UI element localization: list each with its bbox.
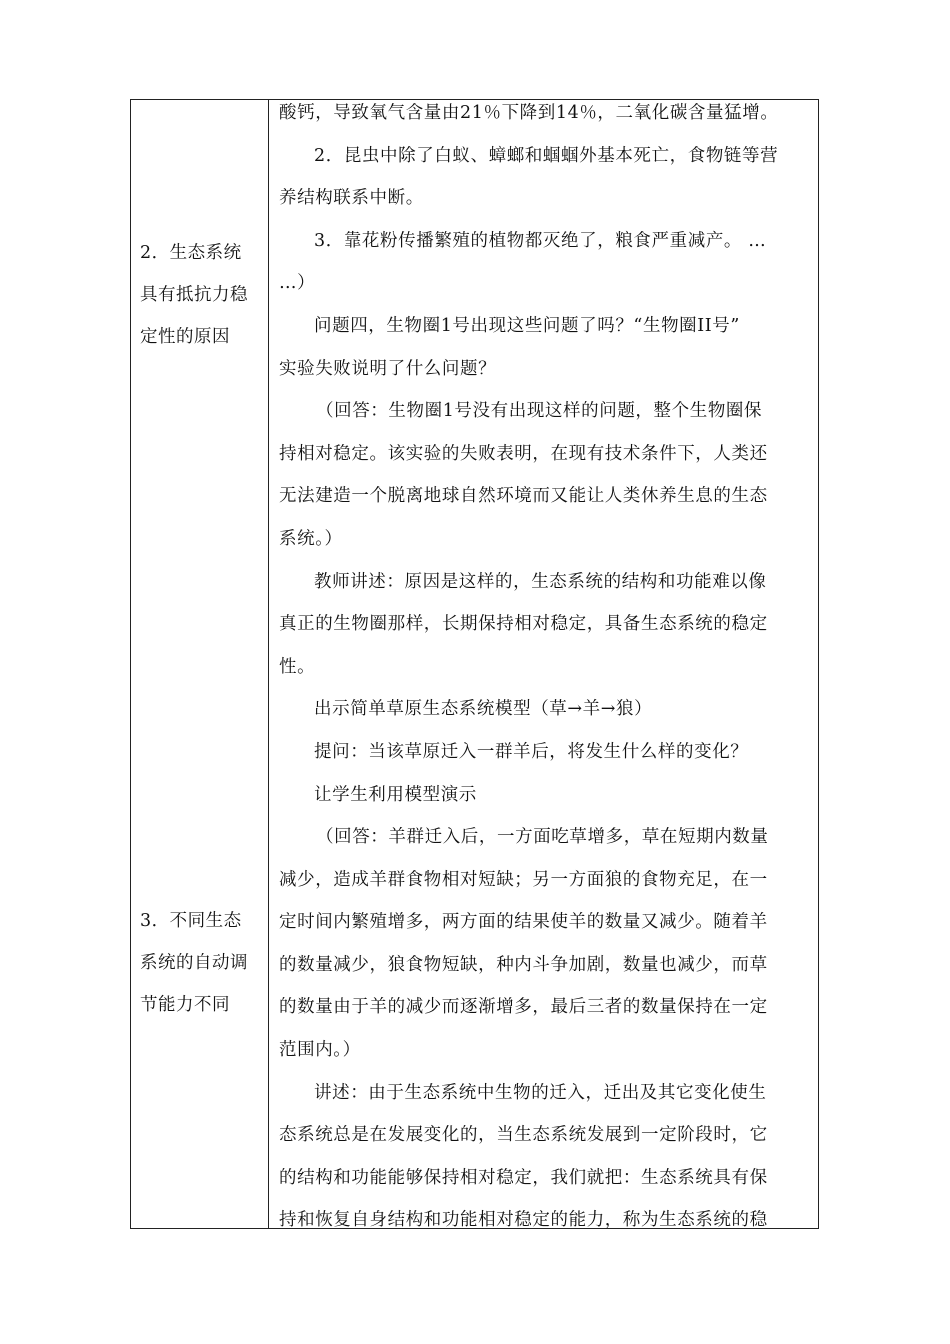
section-3-line: 3．不同生态 [140, 911, 242, 931]
text-line: 让学生利用模型演示 [314, 784, 477, 805]
text-line: …） [279, 273, 316, 294]
right-column [269, 100, 820, 1231]
section-3-heading [140, 900, 262, 1026]
text-line: 范围内。） [279, 1040, 361, 1061]
section-3-line: 节能力不同 [140, 995, 230, 1015]
section-2-heading [140, 232, 262, 358]
lesson-table [130, 99, 819, 1229]
body-text [279, 92, 817, 1242]
text-line: 系统。） [279, 528, 343, 549]
text-line: 减少，造成羊群食物相对短缺；另一方面狼的食物充足，在一 [279, 869, 768, 890]
text-line: （回答：生物圈1号没有出现这样的问题，整个生物圈保 [316, 401, 763, 422]
text-line: 的数量减少，狼食物短缺，种内斗争加剧，数量也减少，而草 [279, 954, 768, 975]
section-2-line: 定性的原因 [140, 327, 230, 347]
text-line: 提问：当该草原迁入一群羊后，将发生什么样的变化？ [314, 741, 749, 762]
text-line: 定时间内繁殖增多，两方面的结果使羊的数量又减少。随着羊 [279, 912, 768, 933]
text-line: 持相对稳定。该实验的失败表明，在现有技术条件下，人类还 [279, 443, 768, 464]
text-line: 教师讲述：原因是这样的，生态系统的结构和功能难以像 [314, 571, 767, 592]
text-line: 性。 [279, 656, 316, 677]
text-line: 2．昆虫中除了白蚁、蟑螂和蝈蝈外基本死亡，食物链等营 [314, 145, 779, 166]
text-line: 问题四，生物圈1号出现这些问题了吗？“生物圈II号” [314, 315, 740, 336]
text-line: 出示简单草原生态系统模型（草→羊→狼） [314, 699, 653, 720]
section-2-line: 2．生态系统 [140, 243, 242, 263]
text-line: 的结构和功能能够保持相对稳定，我们就把：生态系统具有保 [279, 1167, 768, 1188]
text-line: 真正的生物圈那样，长期保持相对稳定，具备生态系统的稳定 [279, 614, 768, 635]
text-line: 实验失败说明了什么问题？ [279, 358, 497, 379]
text-line: 3．靠花粉传播繁殖的植物都灭绝了，粮食严重减产。 … [314, 230, 767, 251]
text-line: 养结构联系中断。 [279, 188, 424, 209]
section-3-line: 系统的自动调 [140, 953, 248, 973]
text-line: （回答：羊群迁入后，一方面吃草增多，草在短期内数量 [316, 827, 769, 848]
text-line: 的数量由于羊的减少而逐渐增多，最后三者的数量保持在一定 [279, 997, 768, 1018]
text-line: 态系统总是在发展变化的，当生态系统发展到一定阶段时，它 [279, 1125, 768, 1146]
section-2-line: 具有抵抗力稳 [140, 285, 248, 305]
text-line: 酸钙，导致氧气含量由21％下降到14％，二氧化碳含量猛增。 [279, 103, 779, 123]
left-column [131, 100, 268, 1228]
text-line: 无法建造一个脱离地球自然环境而又能让人类休养生息的生态 [279, 486, 768, 507]
text-line: 持和恢复自身结构和功能相对稳定的能力，称为生态系统的稳 [279, 1210, 768, 1231]
text-line: 讲述：由于生态系统中生物的迁入，迁出及其它变化使生 [314, 1082, 767, 1103]
